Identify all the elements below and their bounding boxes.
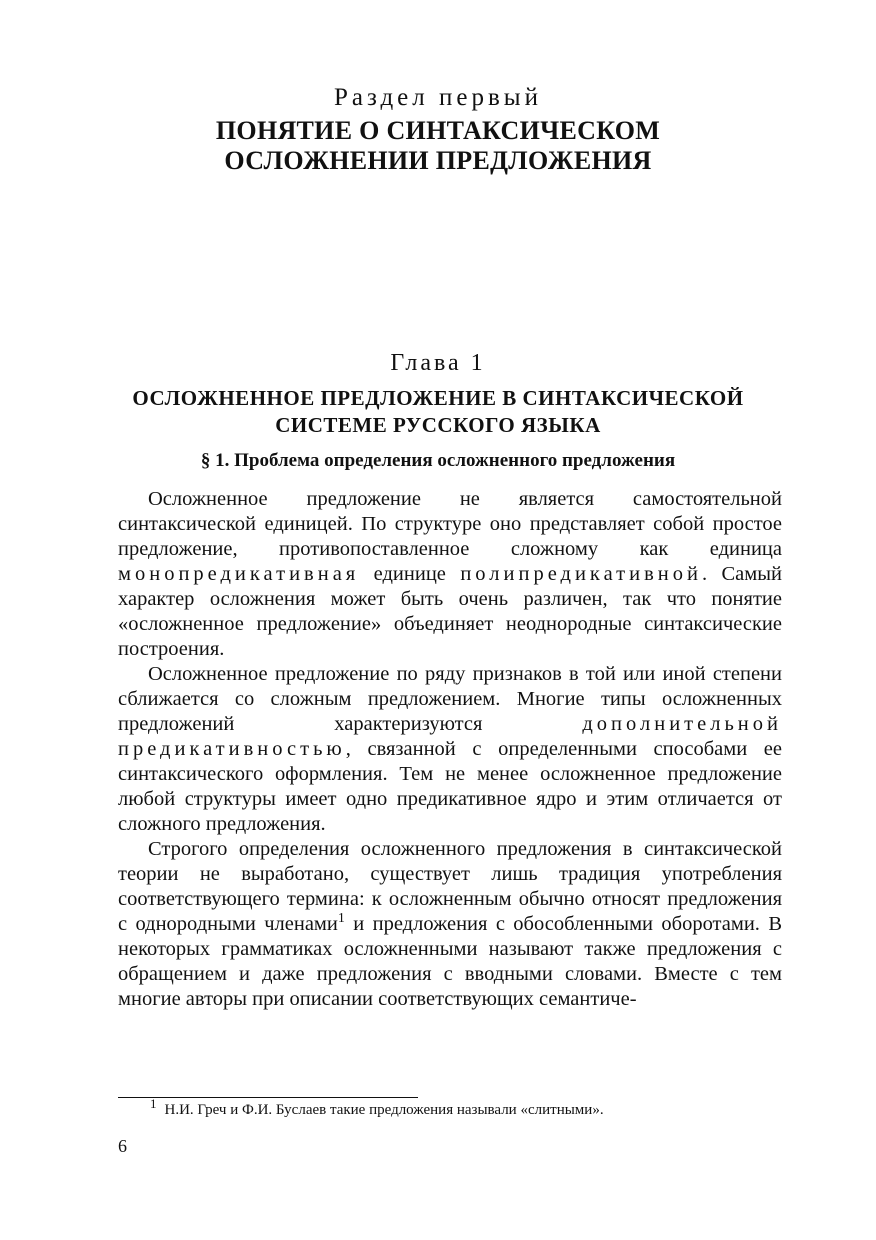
term-polypredicative: полипредикативной — [460, 563, 702, 585]
paragraph-3 — [118, 837, 782, 1012]
paragraph-2-text-a: Осложненное предложение по ряду признаков в той или иной степени сближается со сложным предложением. Многие типы осложненных предложений характеризуются — [118, 663, 782, 735]
paragraph-2 — [118, 662, 782, 837]
section-title-line1: ПОНЯТИЕ О СИНТАКСИЧЕСКОМ — [215, 116, 661, 145]
paragraph-1-text-c: . Самый характер осложнения может быть очень различен, так что понятие «осложненное предложение» объединяет неоднородные синтаксические построения. — [118, 563, 782, 660]
body-text — [118, 487, 782, 1012]
footnote-divider — [118, 1097, 418, 1098]
footnote-number: 1 — [150, 1096, 157, 1111]
section-title-line2: ОСЛОЖНЕНИИ ПРЕДЛОЖЕНИЯ — [224, 146, 652, 175]
paragraph-2-text-b: , связанной с определенными способами ее синтаксического оформления. Тем не менее осложненное предложение любой структуры имеет одно предикативное ядро и этим отличается от сложного предложения. — [118, 738, 782, 835]
section-label: Раздел первый — [334, 84, 542, 111]
paragraph-1-text-a: Осложненное предложение не является самостоятельной синтаксической единицей. По структуре оно представляет собой простое предложение, противопоставленное сложному как единица — [118, 488, 782, 560]
paragraph-1 — [118, 487, 782, 662]
paragraph-1-text-b: единице — [359, 563, 461, 585]
paragraph-3-text-b: и предложения с обособленными оборотами. В некоторых грамматиках осложненными называют также предложения с обращением и даже предложения с вводными словами. Вместе с тем многие авторы при описании соответствующих семантиче- — [118, 913, 782, 1010]
chapter-title — [0, 385, 876, 439]
footnote-reference[interactable]: 1 — [337, 911, 345, 927]
chapter-label: Глава 1 — [390, 350, 486, 376]
chapter-title-line2: СИСТЕМЕ РУССКОГО ЯЗЫКА — [275, 413, 601, 437]
chapter-title-line1: ОСЛОЖНЕННОЕ ПРЕДЛОЖЕНИЕ В СИНТАКСИЧЕСКОЙ — [132, 386, 744, 410]
footnote-text: Н.И. Греч и Ф.И. Буслаев такие предложения называли «слитными». — [164, 1102, 604, 1118]
section-title — [0, 116, 876, 176]
paragraph-3-text-a: Строгого определения осложненного предложения в синтаксической теории не выработано, существует лишь традиция употребления соответствующего термина: к осложненным обычно относят предложения с однородными членами — [118, 838, 782, 935]
page-number: 6 — [118, 1136, 127, 1156]
paragraph-heading: § 1. Проблема определения осложненного предложения — [200, 450, 676, 471]
term-monopredicative: монопредикативная — [118, 563, 360, 585]
term-additional-predicativity: дополнительной предикативностью — [118, 713, 782, 760]
footnote — [150, 1096, 604, 1119]
